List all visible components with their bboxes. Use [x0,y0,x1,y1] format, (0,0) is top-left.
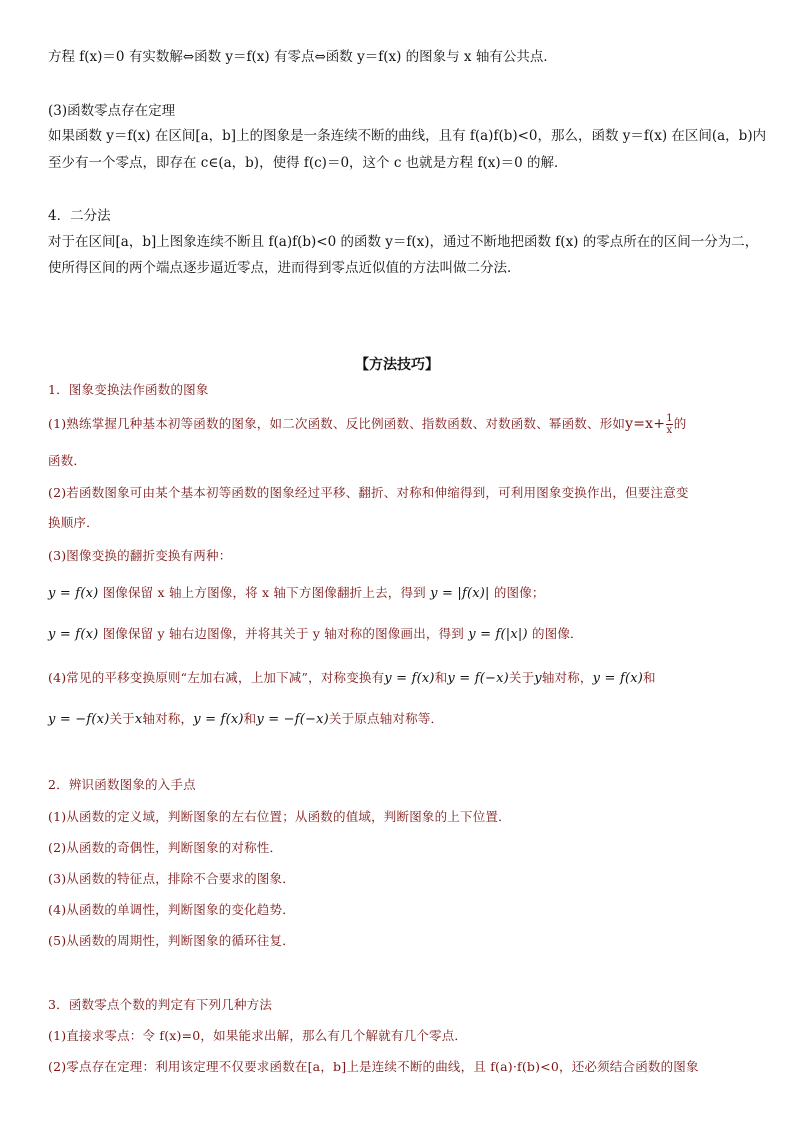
text-line: 方程 f(x)＝0 有实数解⇔函数 y＝f(x) 有零点⇔函数 y＝f(x) 的图象与 x 轴有公共点． [48,49,557,65]
text-line [48,709,748,730]
formula: y = f(|x|) [468,627,528,642]
method-title: 1．图象变换法作函数的图象 [48,382,209,397]
formula: y = −f(−x) [256,712,329,727]
formula: x [134,712,143,727]
section-heading: 【方法技巧】 [355,357,439,373]
text-line [48,583,748,604]
section-title-zero-theorem: (3)函数零点存在定理 [48,103,176,119]
text-span: (1)熟练掌握几种基本初等函数的图象，如二次函数、反比例函数、指数函数、对数函数、幂函数、形如 [48,416,626,431]
text-span: (4)常见的平移变换原则“左加右减，上加下减”，对称变换有 [48,670,385,685]
text-span: 和 [643,670,656,685]
text-span: 图像保留 y 轴右边图像，并将其关于 y 轴对称的图像画出，得到 [102,626,464,641]
text-line: 换顺序． [48,515,99,530]
formula: y=x+ [625,416,666,432]
method-title: 3．函数零点个数的判定有下列几种方法 [48,997,273,1012]
text-line: 如果函数 y＝f(x) 在区间[a，b]上的图象是一条连续不断的曲线，且有 f(a)f(b)<0，那么，函数 y＝f(x) 在区间(a，b)内 [48,128,767,144]
formula: y [534,671,542,686]
text-line: 至少有一个零点，即存在 c∈(a，b)，使得 f(c)＝0，这个 c 也就是方程 f(x)＝0 的解． [48,155,568,171]
text-span: 轴对称， [541,670,593,685]
fraction [666,413,673,436]
text-span: 关于 [508,670,535,685]
text-line: (2)从函数的奇偶性，判断图象的对称性． [48,840,283,855]
text-line: (3)从函数的特征点，排除不合要求的图象． [48,871,295,886]
text-span: 和 [434,670,448,685]
text-line [48,668,748,689]
text-span: 的 [673,416,687,431]
formula: y = f(x) [384,671,435,686]
formula: y = f(−x) [447,671,509,686]
method-title: 2．辨识函数图象的入手点 [48,777,196,792]
formula: y = f(x) [193,712,244,727]
text-span: 轴对称， [142,711,194,726]
text-line: (1)从函数的定义域，判断图象的左右位置；从函数的值域，判断图象的上下位置． [48,809,511,824]
text-span: 关于原点轴对称等． [328,711,444,726]
text-line: (1)直接求零点：令 f(x)=0，如果能求出解，那么有几个解就有几个零点． [48,1028,468,1043]
text-span: 的图像； [493,585,545,600]
text-line: 函数． [48,453,87,468]
formula: y = f(x) [48,627,99,642]
text-line [48,624,748,645]
text-span: 和 [243,711,257,726]
text-span: 的图像． [531,626,583,641]
fraction-denominator: x [666,425,673,436]
section-title-bisection: 4．二分法 [48,208,111,224]
formula: y = f(x) [48,586,99,601]
text-line: (2)零点存在定理：利用该定理不仅要求函数在[a，b]上是连续不断的曲线，且 f(a)·f(b)<0，还必须结合函数的图象 [48,1059,699,1074]
text-span: 关于 [109,711,135,726]
formula: y = f(x) [592,671,644,686]
text-line: (5)从函数的周期性，判断图象的循环往复． [48,933,295,948]
fraction-numerator: 1 [666,413,673,424]
text-line: 对于在区间[a，b]上图象连续不断且 f(a)f(b)<0 的函数 y＝f(x)，通过不断地把函数 f(x) 的零点所在的区间一分为二， [48,234,759,250]
text-line: 使所得区间的两个端点逐步逼近零点，进而得到零点近似值的方法叫做二分法． [48,260,521,276]
text-line: (3)图像变换的翻折变换有两种： [48,548,232,563]
text-line: (2)若函数图象可由某个基本初等函数的图象经过平移、翻折、对称和伸缩得到，可利用图象变换作出，但要注意变 [48,485,689,500]
text-line: (4)从函数的单调性，判断图象的变化趋势． [48,902,295,917]
text-line [48,413,748,436]
formula: y = |f(x)| [430,586,490,601]
formula: y = −f(x) [48,712,110,727]
text-span: 图像保留 x 轴上方图像，将 x 轴下方图像翻折上去，得到 [102,585,426,600]
